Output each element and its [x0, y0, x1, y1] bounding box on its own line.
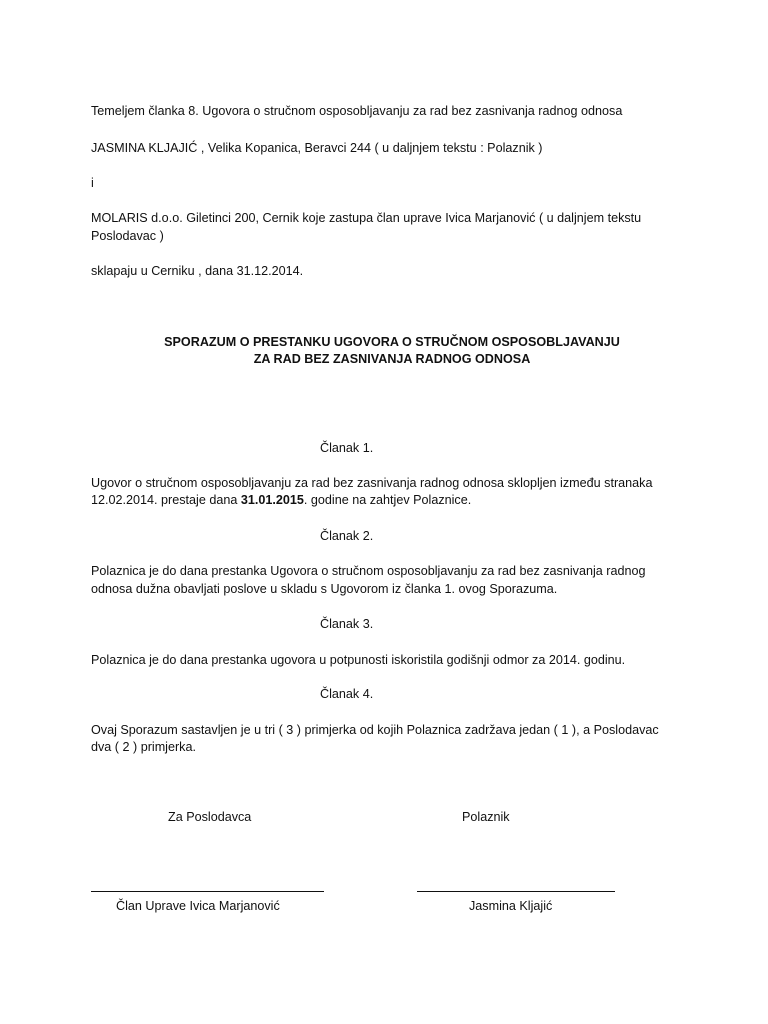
employer-signature-label: Za Poslodavca: [168, 810, 252, 824]
article-1-end-date: 31.01.2015: [240, 493, 304, 507]
article-4-heading: Članak 4.: [320, 687, 374, 701]
intro-basis-line: Temeljem članka 8. Ugovora o stručnom osposobljavanju za rad bez zasnivanja radnog odnosa: [91, 104, 623, 118]
place-date: sklapaju u Cerniku , dana 31.12.2014.: [91, 264, 304, 278]
employer-signature-line: [91, 891, 324, 892]
employer-signatory-name: Član Uprave Ivica Marjanović: [116, 899, 280, 913]
conjunction-and: i: [91, 176, 94, 190]
article-4-line2: dva ( 2 ) primjerka.: [91, 740, 196, 754]
party-employer-line1: MOLARIS d.o.o. Giletinci 200, Cernik koje zastupa član uprave Ivica Marjanović ( u daljnjem tekstu: [91, 211, 642, 225]
article-2-heading: Članak 2.: [320, 529, 374, 543]
article-1-line2-start: 12.02.2014. prestaje dana: [91, 493, 241, 507]
document-title-line2: ZA RAD BEZ ZASNIVANJA RADNOG ODNOSA: [253, 352, 531, 366]
trainee-signatory-name: Jasmina Kljajić: [469, 899, 553, 913]
article-3-line1: Polaznica je do dana prestanka ugovora u potpunosti iskoristila godišnji odmor za 2014. godinu.: [91, 653, 626, 667]
article-2-line2: odnosa dužna obavljati poslove u skladu s Ugovorom iz članka 1. ovog Sporazuma.: [91, 582, 558, 596]
article-2-line1: Polaznica je do dana prestanka Ugovora o stručnom osposobljavanju za rad bez zasnivanja radnog: [91, 564, 646, 578]
trainee-signature-line: [417, 891, 615, 892]
article-1-line1: Ugovor o stručnom osposobljavanju za rad bez zasnivanja radnog odnosa sklopljen između stranaka: [91, 476, 653, 490]
article-1-heading: Članak 1.: [320, 441, 374, 455]
document-title-line1: SPORAZUM O PRESTANKU UGOVORA O STRUČNOM OSPOSOBLJAVANJU: [164, 335, 620, 349]
party-trainee: JASMINA KLJAJIĆ , Velika Kopanica, Beravci 244 ( u daljnjem tekstu : Polaznik ): [91, 141, 543, 155]
party-employer-line2: Poslodavac ): [91, 229, 164, 243]
article-1-line2-end: . godine na zahtjev Polaznice.: [303, 493, 472, 507]
article-1-line2: [91, 491, 471, 509]
trainee-signature-label: Polaznik: [462, 810, 510, 824]
article-4-line1: Ovaj Sporazum sastavljen je u tri ( 3 ) primjerka od kojih Polaznica zadržava jedan ( 1 ), a Poslodavac: [91, 723, 659, 737]
article-3-heading: Članak 3.: [320, 617, 374, 631]
